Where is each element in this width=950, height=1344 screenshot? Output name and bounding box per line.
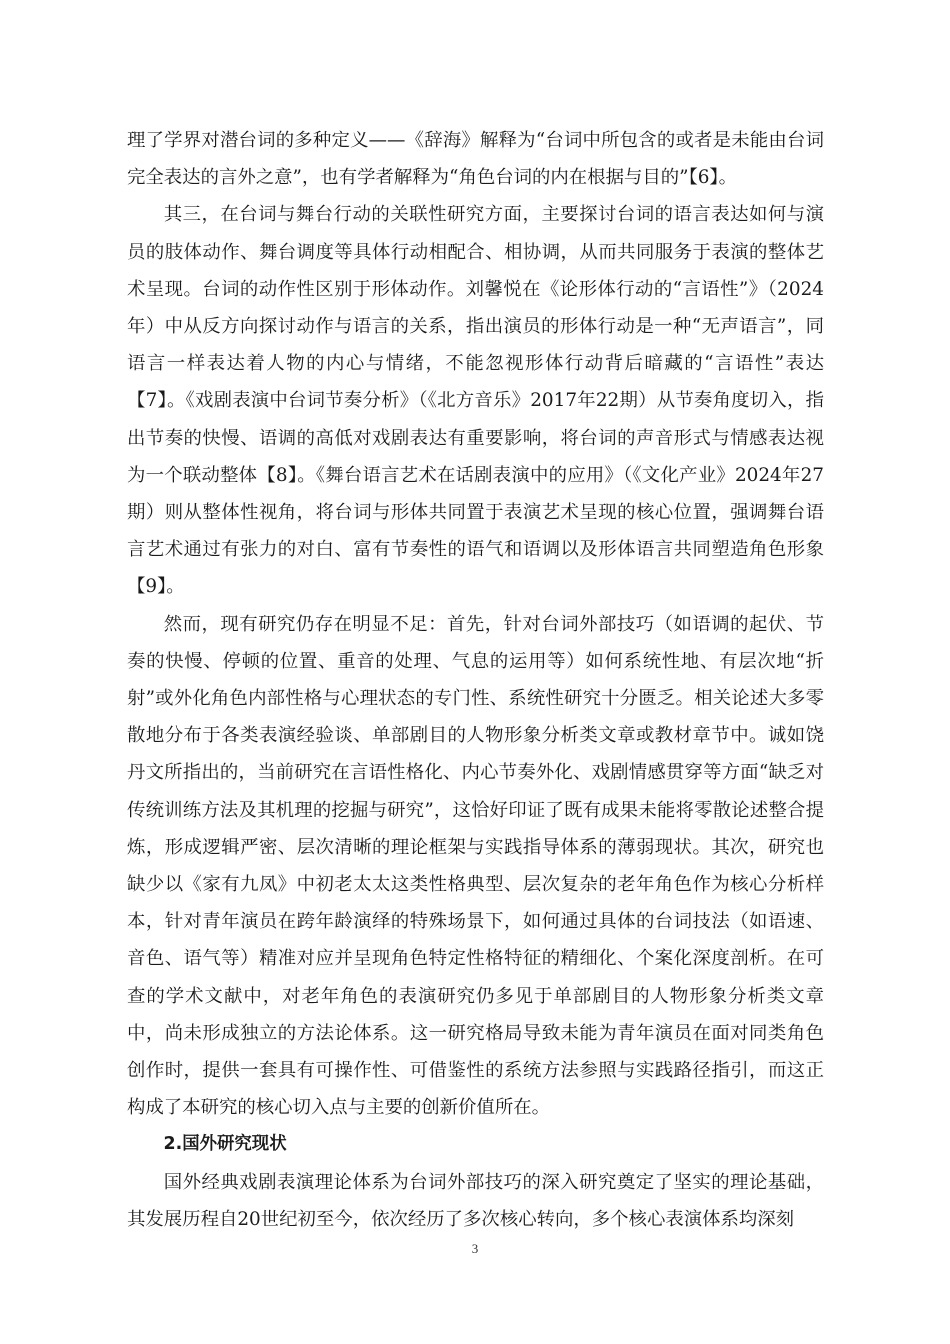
body-paragraph-foreign-research: 国外经典戏剧表演理论体系为台词外部技巧的深入研究奠定了坚实的理论基础，其发展历程自20世纪初至今，依次经历了多次核心转向，多个核心表演体系均深刻 bbox=[127, 1171, 824, 1230]
document-page bbox=[127, 122, 824, 1238]
page-number: 3 bbox=[471, 1241, 479, 1256]
section-heading: 2.国外研究现状 bbox=[163, 1134, 287, 1155]
body-paragraph-continuation: 理了学界对潜台词的多种定义——《辞海》解释为“台词中所包含的或者是未能由台词完全表达的言外之意”，也有学者解释为“角色台词的内在根据与目的”【6】。 bbox=[127, 130, 824, 189]
body-paragraph-stage-action: 其三，在台词与舞台行动的关联性研究方面，主要探讨台词的语言表达如何与演员的肢体动作、舞台调度等具体行动相配合、相协调，从而共同服务于表演的整体艺术呈现。台词的动作性区别于形体动作。刘馨悦在《论形体行动的“言语性”》（2024年）中从反方向探讨动作与语言的关系，指出演员的形体行动是一种“无声语言”，同语言一样表达着人物的内心与情绪，不能忽视形体行动背后暗藏的“言语性”表达【7】。《戏剧表演中台词节奏分析》（《北方音乐》2017年22期）从节奏角度切入，指出节奏的快慢、语调的高低对戏剧表达有重要影响，将台词的声音形式与情感表达视为一个联动整体【8】。《舞台语言艺术在话剧表演中的应用》（《文化产业》2024年27期）则从整体性视角，将台词与形体共同置于表演艺术呈现的核心位置，强调舞台语言艺术通过有张力的对白、富有节奏性的语气和语调以及形体语言共同塑造角色形象【9】。 bbox=[127, 204, 824, 598]
body-paragraph-shortcomings: 然而，现有研究仍存在明显不足：首先，针对台词外部技巧（如语调的起伏、节奏的快慢、停顿的位置、重音的处理、气息的运用等）如何系统性地、有层次地“折射”或外化角色内部性格与心理状态的专门性、系统性研究十分匮乏。相关论述大多零散地分布于各类表演经验谈、单部剧目的人物形象分析类文章或教材章节中。诚如饶丹文所指出的，当前研究在言语性格化、内心节奏外化、戏剧情感贯穿等方面“缺乏对传统训练方法及其机理的挖掘与研究”，这恰好印证了既有成果未能将零散论述整合提炼，形成逻辑严密、层次清晰的理论框架与实践指导体系的薄弱现状。其次，研究也缺少以《家有九凤》中初老太太这类性格典型、层次复杂的老年角色作为核心分析样本，针对青年演员在跨年龄演绎的特殊场景下，如何通过具体的台词技法（如语速、音色、语气等）精准对应并呈现角色特定性格特征的精细化、个案化深度剖析。在可查的学术文献中，对老年角色的表演研究仍多见于单部剧目的人物形象分析类文章中，尚未形成独立的方法论体系。这一研究格局导致未能为青年演员在面对同类角色创作时，提供一套具有可操作性、可借鉴性的系统方法参照与实践路径指引，而这正构成了本研究的核心切入点与主要的创新价值所在。 bbox=[127, 613, 824, 1119]
